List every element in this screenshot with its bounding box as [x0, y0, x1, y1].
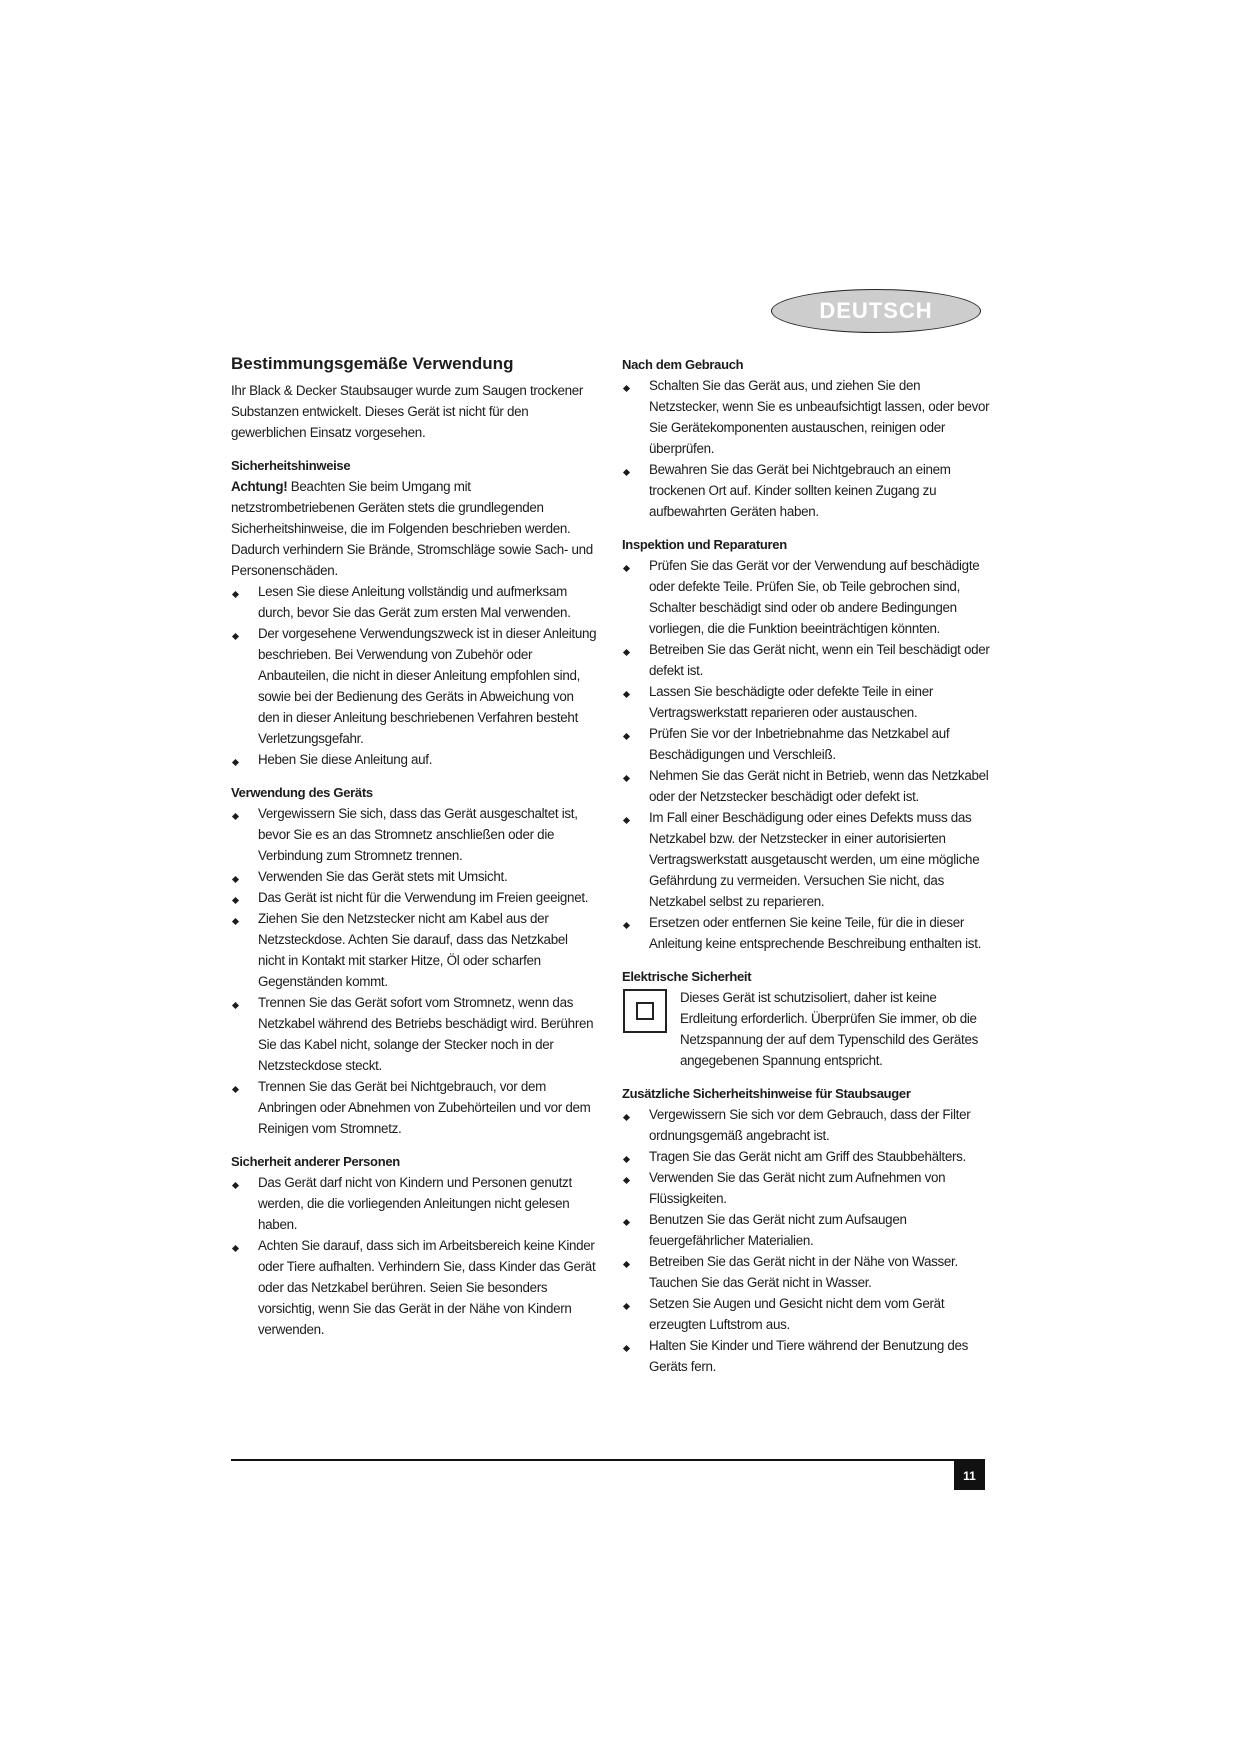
list-item: Prüfen Sie das Gerät vor der Verwendung auf beschädigte oder defekte Teile. Prüfen Sie, ob Teile gebrochen sind, Schalter beschädigt sind oder ob andere Bedingungen vorliegen, die die Funktion beeinträchtigen könnten.: [622, 555, 990, 639]
list-item: Ersetzen oder entfernen Sie keine Teile, für die in dieser Anleitung keine entsprechende Beschreibung enthalten ist.: [622, 912, 990, 954]
list-item: Betreiben Sie das Gerät nicht in der Nähe von Wasser. Tauchen Sie das Gerät nicht in Wasser.: [622, 1251, 990, 1293]
list-item: Lesen Sie diese Anleitung vollständig und aufmerksam durch, bevor Sie das Gerät zum ersten Mal verwenden.: [231, 581, 597, 623]
footer-divider: [231, 1459, 985, 1461]
list-item: Im Fall einer Beschädigung oder eines Defekts muss das Netzkabel bzw. der Netzstecker in einer autorisierten Vertragswerkstatt ausgetauscht werden, um eine mögliche Gefährdung zu vermeiden. Versuchen Sie nicht, das Netzkabel selbst zu reparieren.: [622, 807, 990, 912]
list-item: Heben Sie diese Anleitung auf.: [231, 749, 597, 770]
list-item: Betreiben Sie das Gerät nicht, wenn ein Teil beschädigt oder defekt ist.: [622, 639, 990, 681]
list-item: Verwenden Sie das Gerät nicht zum Aufnehmen von Flüssigkeiten.: [622, 1167, 990, 1209]
intended-use-text: Ihr Black & Decker Staubsauger wurde zum Saugen trockener Substanzen entwickelt. Dieses Gerät ist nicht für den gewerblichen Einsatz vorgesehen.: [231, 383, 584, 440]
others-list: [231, 1172, 597, 1340]
list-item: Achten Sie darauf, dass sich im Arbeitsbereich keine Kinder oder Tiere aufhalten. Verhindern Sie, dass Kinder das Gerät oder das Netzkabel berühren. Seien Sie besonders vorsichtig, wenn Sie das Gerät in der Nähe von Kindern verwenden.: [231, 1235, 597, 1340]
inspection-heading: Inspektion und Reparaturen: [622, 537, 787, 552]
safety-warning: [231, 476, 597, 581]
list-item: Verwenden Sie das Gerät stets mit Umsicht.: [231, 866, 597, 887]
usage-heading: Verwendung des Geräts: [231, 785, 373, 800]
intended-use-heading: Bestimmungsgemäße Verwendung: [231, 354, 514, 373]
after-use-heading: Nach dem Gebrauch: [622, 357, 744, 372]
list-item: Nehmen Sie das Gerät nicht in Betrieb, wenn das Netzkabel oder der Netzstecker beschädigt oder defekt ist.: [622, 765, 990, 807]
electrical-block: [622, 987, 990, 1071]
page-number: 11: [954, 1461, 985, 1490]
language-tab-label: DEUTSCH: [819, 298, 933, 323]
electrical-heading: Elektrische Sicherheit: [622, 969, 752, 984]
list-item: Der vorgesehene Verwendungszweck ist in dieser Anleitung beschrieben. Bei Verwendung von Zubehör oder Anbauteilen, die nicht in dieser Anleitung empfohlen sind, sowie bei der Bedienung des Geräts in Abweichung von den in dieser Anleitung beschriebenen Verfahren besteht Verletzungsgefahr.: [231, 623, 597, 749]
list-item: Benutzen Sie das Gerät nicht zum Aufsaugen feuergefährlicher Materialien.: [622, 1209, 990, 1251]
safety-list: [231, 581, 597, 770]
list-item: Trennen Sie das Gerät sofort vom Stromnetz, wenn das Netzkabel während des Betriebs beschädigt wird. Berühren Sie das Kabel nicht, solange der Stecker noch in der Netzsteckdose steckt.: [231, 992, 597, 1076]
inspection-list: [622, 555, 990, 954]
list-item: Vergewissern Sie sich vor dem Gebrauch, dass der Filter ordnungsgemäß angebracht ist.: [622, 1104, 990, 1146]
double-insulation-icon: [623, 989, 667, 1033]
list-item: Das Gerät darf nicht von Kindern und Personen genutzt werden, die die vorliegenden Anleitungen nicht gelesen haben.: [231, 1172, 597, 1235]
list-item: Trennen Sie das Gerät bei Nichtgebrauch, vor dem Anbringen oder Abnehmen von Zubehörteilen und vor dem Reinigen vom Stromnetz.: [231, 1076, 597, 1139]
list-item: Halten Sie Kinder und Tiere während der Benutzung des Geräts fern.: [622, 1335, 990, 1377]
list-item: Bewahren Sie das Gerät bei Nichtgebrauch an einem trockenen Ort auf. Kinder sollten keinen Zugang zu aufbewahrten Geräten haben.: [622, 459, 990, 522]
list-item: Ziehen Sie den Netzstecker nicht am Kabel aus der Netzsteckdose. Achten Sie darauf, dass das Netzkabel nicht in Kontakt mit starker Hitze, Öl oder scharfen Gegenständen kommt.: [231, 908, 597, 992]
others-heading: Sicherheit anderer Personen: [231, 1154, 400, 1169]
warning-text: Beachten Sie beim Umgang mit netzstrombetriebenen Geräten stets die grundlegenden Sicherheitshinweise, die im Folgenden beschrieben werden. Dadurch verhindern Sie Brände, Stromschläge sowie Sach- und Personenschäden.: [231, 479, 593, 578]
left-column: [231, 352, 597, 1340]
list-item: Tragen Sie das Gerät nicht am Griff des Staubbehälters.: [622, 1146, 990, 1167]
list-item: Vergewissern Sie sich, dass das Gerät ausgeschaltet ist, bevor Sie es an das Stromnetz anschließen oder die Verbindung zum Stromnetz trennen.: [231, 803, 597, 866]
electrical-text: Dieses Gerät ist schutzisoliert, daher ist keine Erdleitung erforderlich. Überprüfen Sie immer, ob die Netzspannung der auf dem Typenschild des Gerätes angegebenen Spannung entspricht.: [680, 990, 978, 1068]
safety-heading: Sicherheitshinweise: [231, 458, 351, 473]
right-column: [622, 354, 990, 1377]
list-item: Das Gerät ist nicht für die Verwendung im Freien geeignet.: [231, 887, 597, 908]
warning-label: Achtung!: [231, 479, 288, 494]
list-item: Prüfen Sie vor der Inbetriebnahme das Netzkabel auf Beschädigungen und Verschleiß.: [622, 723, 990, 765]
after-use-list: [622, 375, 990, 522]
usage-list: [231, 803, 597, 1139]
list-item: Lassen Sie beschädigte oder defekte Teile in einer Vertragswerkstatt reparieren oder austauschen.: [622, 681, 990, 723]
language-tab: [771, 289, 981, 333]
list-item: Setzen Sie Augen und Gesicht nicht dem vom Gerät erzeugten Luftstrom aus.: [622, 1293, 990, 1335]
list-item: Schalten Sie das Gerät aus, und ziehen Sie den Netzstecker, wenn Sie es unbeaufsichtigt lassen, oder bevor Sie Gerätekomponenten austauschen, reinigen oder überprüfen.: [622, 375, 990, 459]
vacuum-heading: Zusätzliche Sicherheitshinweise für Staubsauger: [622, 1086, 911, 1101]
vacuum-list: [622, 1104, 990, 1377]
